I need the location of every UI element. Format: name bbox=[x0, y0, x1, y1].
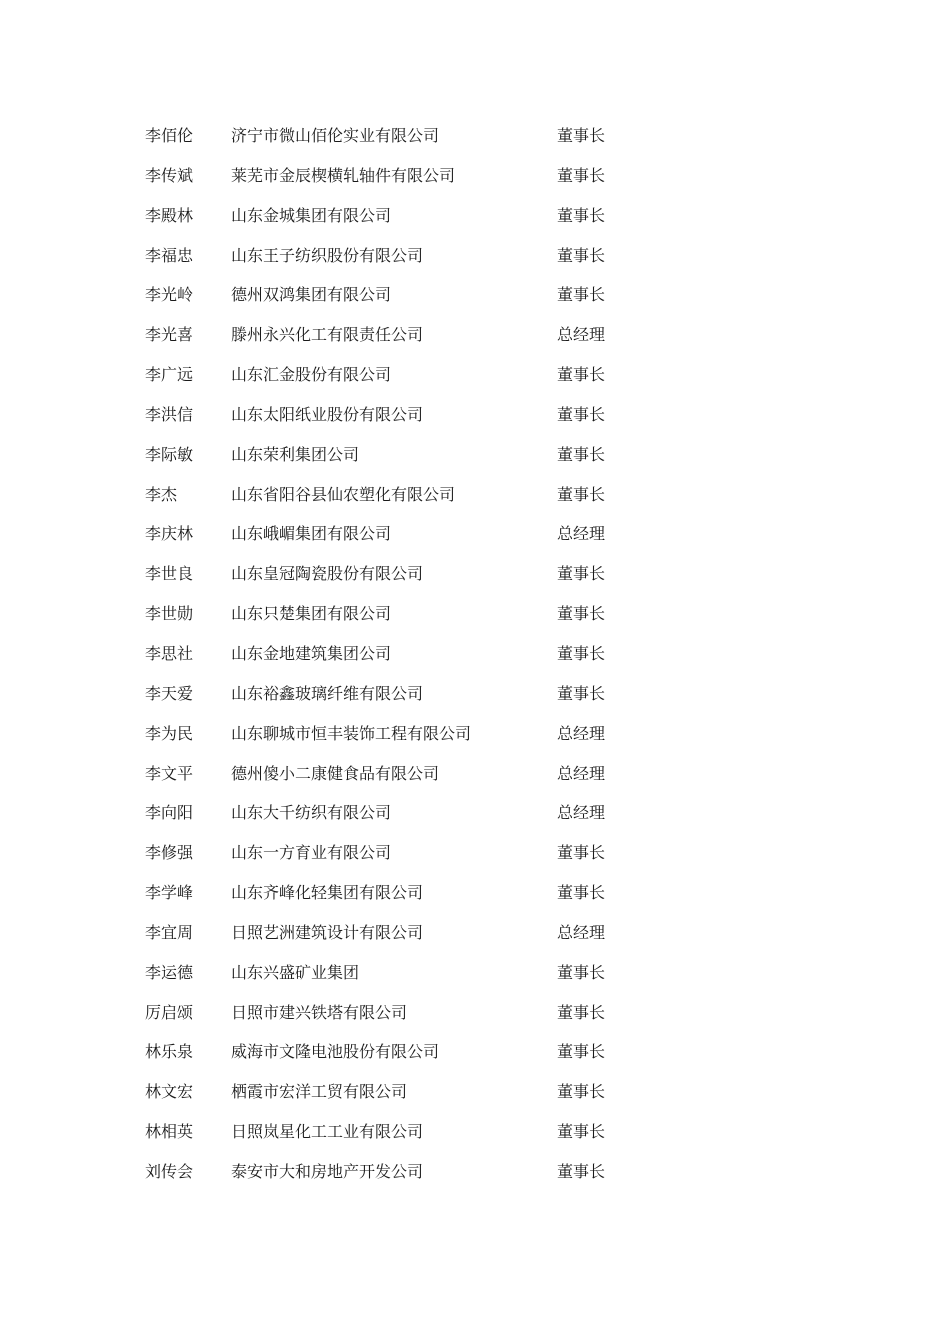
person-name: 李世良 bbox=[145, 564, 194, 584]
table-row bbox=[145, 196, 665, 236]
person-name: 李光岭 bbox=[145, 285, 194, 305]
job-title: 董事长 bbox=[557, 604, 606, 624]
company-name: 山东大千纺织有限公司 bbox=[231, 803, 392, 823]
job-title: 董事长 bbox=[557, 1042, 606, 1062]
table-row bbox=[145, 793, 665, 833]
table-row bbox=[145, 315, 665, 355]
table-row bbox=[145, 754, 665, 794]
company-name: 日照岚星化工工业有限公司 bbox=[231, 1122, 424, 1142]
person-name: 林相英 bbox=[145, 1122, 194, 1142]
company-name: 日照艺洲建筑设计有限公司 bbox=[231, 922, 424, 942]
table-row bbox=[145, 1112, 665, 1152]
job-title: 总经理 bbox=[557, 723, 606, 743]
table-row bbox=[145, 355, 665, 395]
company-name: 山东聊城市恒丰装饰工程有限公司 bbox=[231, 723, 472, 743]
person-name: 李修强 bbox=[145, 843, 194, 863]
job-title: 董事长 bbox=[557, 683, 606, 703]
table-row bbox=[145, 1152, 665, 1192]
table-row bbox=[145, 714, 665, 754]
table-row bbox=[145, 674, 665, 714]
job-title: 董事长 bbox=[557, 643, 606, 663]
person-name: 李际敏 bbox=[145, 444, 194, 464]
company-name: 山东兴盛矿业集团 bbox=[231, 962, 360, 982]
person-name: 李学峰 bbox=[145, 883, 194, 903]
job-title: 董事长 bbox=[557, 285, 606, 305]
person-name: 李向阳 bbox=[145, 803, 194, 823]
job-title: 董事长 bbox=[557, 1082, 606, 1102]
person-name: 李传斌 bbox=[145, 165, 194, 185]
company-name: 莱芜市金辰楔横轧轴件有限公司 bbox=[231, 165, 456, 185]
table-row bbox=[145, 156, 665, 196]
table-row bbox=[145, 873, 665, 913]
company-name: 山东王子纺织股份有限公司 bbox=[231, 245, 424, 265]
company-name: 济宁市微山佰伦实业有限公司 bbox=[231, 126, 440, 145]
job-title: 董事长 bbox=[557, 404, 606, 424]
person-name: 李佰伦 bbox=[145, 126, 194, 145]
table-row bbox=[145, 953, 665, 993]
company-name: 山东只楚集团有限公司 bbox=[231, 604, 392, 624]
job-title: 总经理 bbox=[557, 922, 606, 942]
job-title: 董事长 bbox=[557, 1161, 606, 1181]
job-title: 董事长 bbox=[557, 564, 606, 584]
company-name: 滕州永兴化工有限责任公司 bbox=[231, 325, 424, 345]
company-name: 山东峨嵋集团有限公司 bbox=[231, 524, 392, 544]
job-title: 总经理 bbox=[557, 524, 606, 544]
table-row bbox=[145, 1072, 665, 1112]
person-name: 厉启颂 bbox=[145, 1002, 194, 1022]
company-name: 栖霞市宏洋工贸有限公司 bbox=[231, 1082, 408, 1102]
table-row bbox=[145, 435, 665, 475]
company-name: 山东裕鑫玻璃纤维有限公司 bbox=[231, 683, 424, 703]
job-title: 董事长 bbox=[557, 1122, 606, 1142]
person-name: 李殿林 bbox=[145, 205, 194, 225]
table-row bbox=[145, 475, 665, 515]
person-name: 李世勋 bbox=[145, 604, 194, 624]
person-name: 李文平 bbox=[145, 763, 194, 783]
company-name: 山东汇金股份有限公司 bbox=[231, 365, 392, 385]
job-title: 董事长 bbox=[557, 962, 606, 982]
company-name: 山东皇冠陶瓷股份有限公司 bbox=[231, 564, 424, 584]
person-name: 李洪信 bbox=[145, 404, 194, 424]
person-name: 刘传会 bbox=[145, 1161, 194, 1181]
job-title: 董事长 bbox=[557, 1002, 606, 1022]
company-name: 日照市建兴铁塔有限公司 bbox=[231, 1002, 408, 1022]
job-title: 董事长 bbox=[557, 365, 606, 385]
company-name: 山东一方育业有限公司 bbox=[231, 843, 392, 863]
entrepreneur-list bbox=[145, 116, 665, 1192]
person-name: 李思社 bbox=[145, 643, 194, 663]
person-name: 林乐泉 bbox=[145, 1042, 194, 1062]
job-title: 总经理 bbox=[557, 763, 606, 783]
company-name: 山东省阳谷县仙农塑化有限公司 bbox=[231, 484, 456, 504]
person-name: 李庆林 bbox=[145, 524, 194, 544]
table-row bbox=[145, 993, 665, 1033]
company-name: 山东金地建筑集团公司 bbox=[231, 643, 392, 663]
company-name: 山东太阳纸业股份有限公司 bbox=[231, 404, 424, 424]
person-name: 李天爱 bbox=[145, 683, 194, 703]
job-title: 董事长 bbox=[557, 126, 606, 145]
company-name: 泰安市大和房地产开发公司 bbox=[231, 1161, 424, 1181]
table-row bbox=[145, 1032, 665, 1072]
table-row bbox=[145, 236, 665, 276]
job-title: 董事长 bbox=[557, 883, 606, 903]
person-name: 林文宏 bbox=[145, 1082, 194, 1102]
table-row bbox=[145, 514, 665, 554]
person-name: 李福忠 bbox=[145, 245, 194, 265]
company-name: 威海市文隆电池股份有限公司 bbox=[231, 1042, 440, 1062]
person-name: 李广远 bbox=[145, 365, 194, 385]
person-name: 李光喜 bbox=[145, 325, 194, 345]
table-row bbox=[145, 275, 665, 315]
table-row bbox=[145, 913, 665, 953]
table-row bbox=[145, 594, 665, 634]
company-name: 山东齐峰化轻集团有限公司 bbox=[231, 883, 424, 903]
company-name: 山东金城集团有限公司 bbox=[231, 205, 392, 225]
company-name: 德州双鸿集团有限公司 bbox=[231, 285, 392, 305]
table-row bbox=[145, 634, 665, 674]
job-title: 总经理 bbox=[557, 325, 606, 345]
company-name: 德州傻小二康健食品有限公司 bbox=[231, 763, 440, 783]
table-row bbox=[145, 116, 665, 156]
job-title: 董事长 bbox=[557, 165, 606, 185]
job-title: 董事长 bbox=[557, 245, 606, 265]
job-title: 总经理 bbox=[557, 803, 606, 823]
table-row bbox=[145, 833, 665, 873]
person-name: 李运德 bbox=[145, 962, 194, 982]
job-title: 董事长 bbox=[557, 843, 606, 863]
job-title: 董事长 bbox=[557, 205, 606, 225]
person-name: 李为民 bbox=[145, 723, 194, 743]
job-title: 董事长 bbox=[557, 444, 606, 464]
job-title: 董事长 bbox=[557, 484, 606, 504]
table-row bbox=[145, 554, 665, 594]
person-name: 李杰 bbox=[145, 484, 178, 504]
table-row bbox=[145, 395, 665, 435]
person-name: 李宜周 bbox=[145, 922, 194, 942]
company-name: 山东荣利集团公司 bbox=[231, 444, 360, 464]
